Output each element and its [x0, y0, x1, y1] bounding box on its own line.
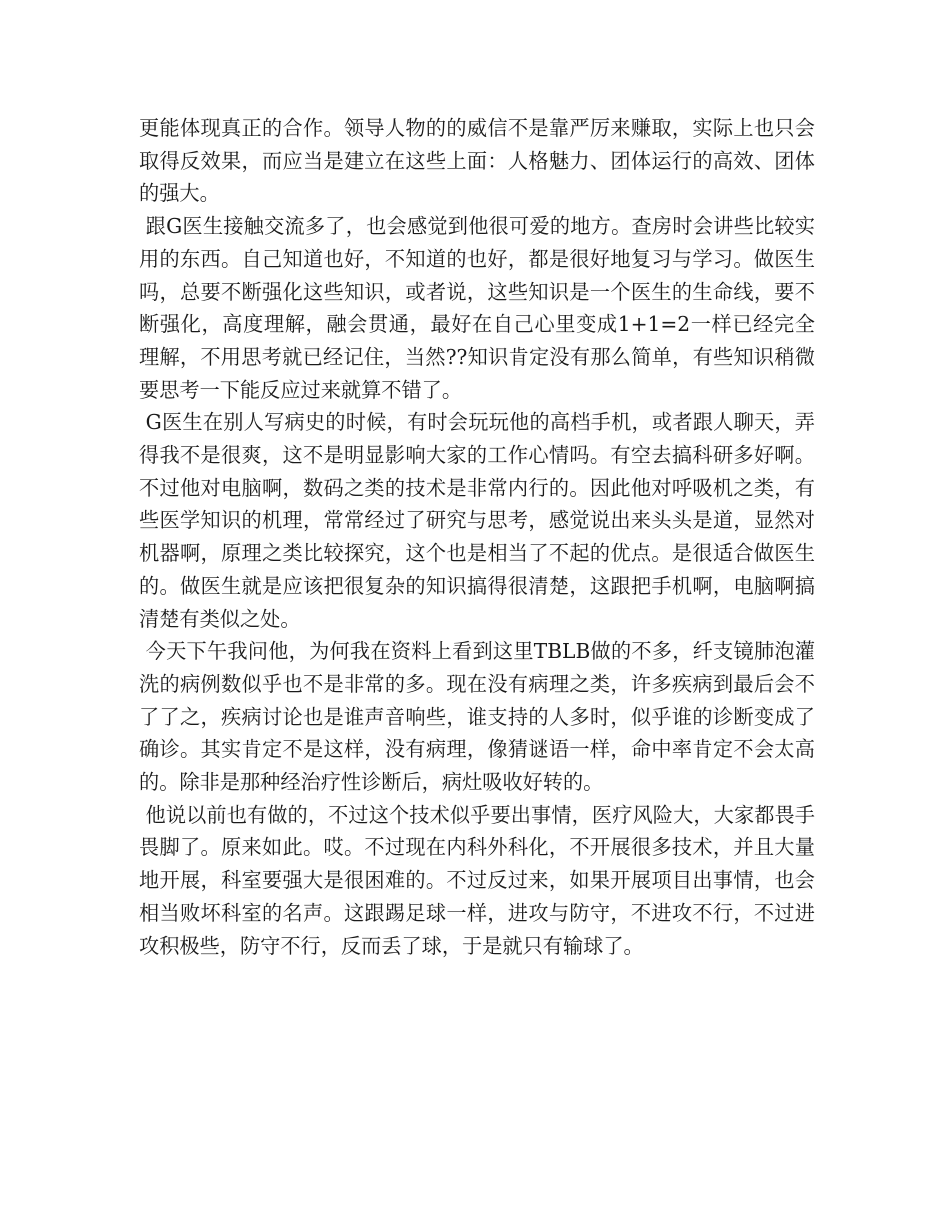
paragraph-4: 今天下午我问他，为何我在资料上看到这里TBLB做的不多，纤支镜肺泡灌洗的病例数似乎也不是非常的多。现在没有病理之类，许多疾病到最后会不了了之，疾病讨论也是谁声音响些，谁支持的人多时，似乎谁的诊断变成了确诊。其实肯定不是这样，没有病理，像猜谜语一样，命中率肯定不会太高的。除非是那种经治疗性诊断后，病灶吸收好转的。: [139, 639, 815, 795]
paragraph-5: 他说以前也有做的，不过这个技术似乎要出事情，医疗风险大，大家都畏手畏脚了。原来如此。哎。不过现在内科外科化，不开展很多技术，并且大量地开展，科室要强大是很困难的。不过反过来，如果开展项目出事情，也会相当败坏科室的名声。这跟踢足球一样，进攻与防守，不进攻不行，不过进攻积极些，防守不行，反而丢了球，于是就只有输球了。: [139, 802, 815, 958]
document-body: [139, 112, 815, 962]
paragraph-3: G医生在别人写病史的时候，有时会玩玩他的高档手机，或者跟人聊天，弄得我不是很爽，这不是明显影响大家的工作心情吗。有空去搞科研多好啊。不过他对电脑啊，数码之类的技术是非常内行的。因此他对呼吸机之类，有些医学知识的机理，常常经过了研究与思考，感觉说出来头头是道，显然对机器啊，原理之类比较探究，这个也是相当了不起的优点。是很适合做医生的。做医生就是应该把很复杂的知识搞得很清楚，这跟把手机啊，电脑啊搞清楚有类似之处。: [139, 410, 815, 631]
paragraph-2: 跟G医生接触交流多了，也会感觉到他很可爱的地方。查房时会讲些比较实用的东西。自己知道也好，不知道的也好，都是很好地复习与学习。做医生吗，总要不断强化这些知识，或者说，这些知识是一个医生的生命线，要不断强化，高度理解，融会贯通，最好在自己心里变成1+1=2一样已经完全理解，不用思考就已经记住，当然??知识肯定没有那么简单，有些知识稍微要思考一下能反应过来就算不错了。: [139, 214, 815, 402]
paragraph-1: 更能体现真正的合作。领导人物的的威信不是靠严厉来赚取，实际上也只会取得反效果，而应当是建立在这些上面：人格魅力、团体运行的高效、团体的强大。: [139, 116, 815, 206]
